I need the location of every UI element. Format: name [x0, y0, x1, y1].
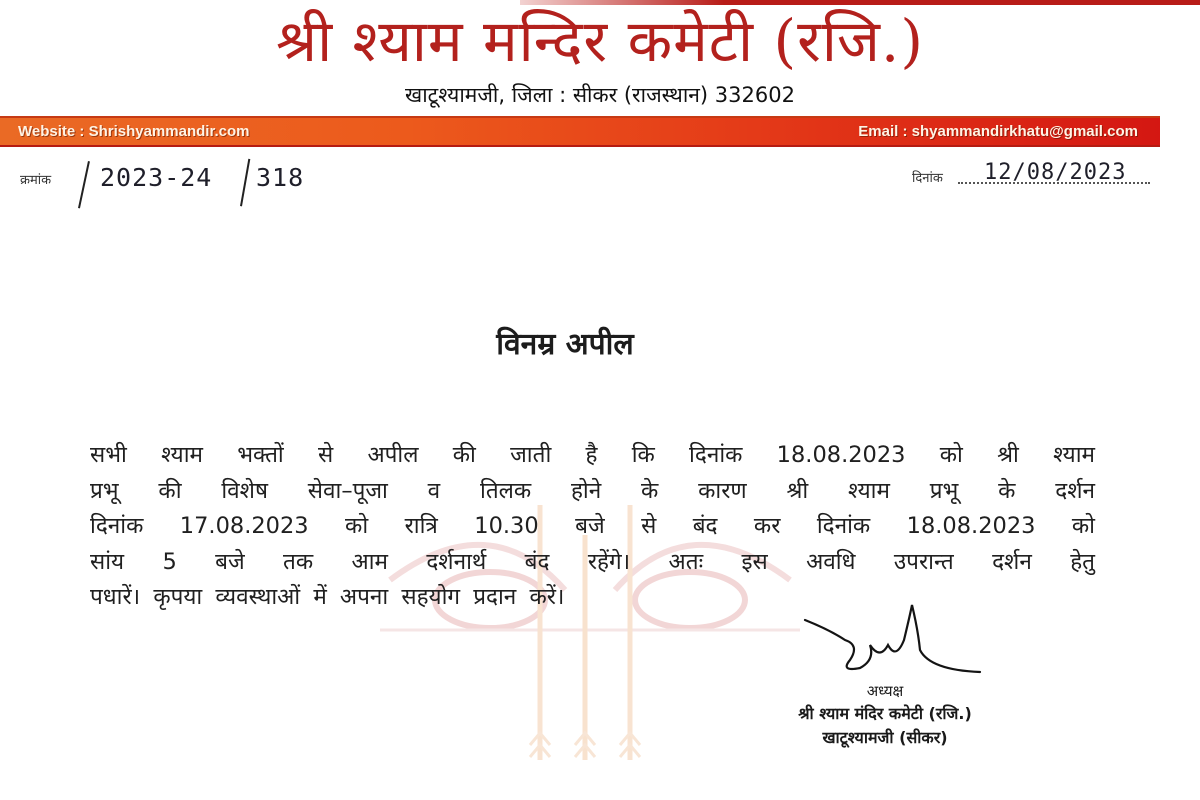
reference-label: क्रमांक [20, 173, 52, 188]
date-value: 12/08/2023 [984, 160, 1127, 185]
notice-line: पधारें। कृपया व्यवस्थाओं में अपना सहयोग प्रदान करें। [90, 584, 565, 610]
contact-band [0, 116, 1160, 147]
signatory-place: खाटूश्यामजी (सीकर) [822, 728, 948, 747]
reference-year: 2023-24 [100, 163, 213, 192]
slash-divider [240, 159, 250, 207]
reference-number: 318 [256, 163, 305, 192]
notice-body [90, 438, 1095, 616]
notice-line: सांय 5 बजे तक आम दर्शनार्थ बंद रहेंगे। अतः इस अवधि उपरान्त दर्शन हेतु [90, 548, 1095, 575]
signature-icon [800, 600, 990, 680]
letterhead-top-rule [520, 0, 1200, 5]
notice-heading: विनम्र अपील [496, 327, 634, 362]
signatory-designation: अध्यक्ष [866, 682, 904, 700]
signatory-block [730, 680, 1040, 750]
organization-address: खाटूश्यामजी, जिला : सीकर (राजस्थान) 332602 [405, 83, 795, 107]
organization-title: श्री श्याम मन्दिर कमेटी (रजि.) [276, 7, 924, 75]
notice-line: प्रभू की विशेष सेवा–पूजा व तिलक होने के कारण श्री श्याम प्रभू के दर्शन [90, 477, 1095, 504]
signatory-organization: श्री श्याम मंदिर कमेटी (रजि.) [798, 704, 972, 723]
notice-line: दिनांक 17.08.2023 को रात्रि 10.30 बजे से बंद कर दिनांक 18.08.2023 को [90, 513, 1095, 539]
email-link[interactable]: Email : shyammandirkhatu@gmail.com [858, 123, 1138, 140]
slash-divider [78, 161, 90, 208]
date-label: दिनांक [912, 171, 943, 186]
website-link[interactable]: Website : Shrishyammandir.com [18, 123, 250, 140]
notice-line: सभी श्याम भक्तों से अपील की जाती है कि दिनांक 18.08.2023 को श्री श्याम [90, 442, 1095, 468]
